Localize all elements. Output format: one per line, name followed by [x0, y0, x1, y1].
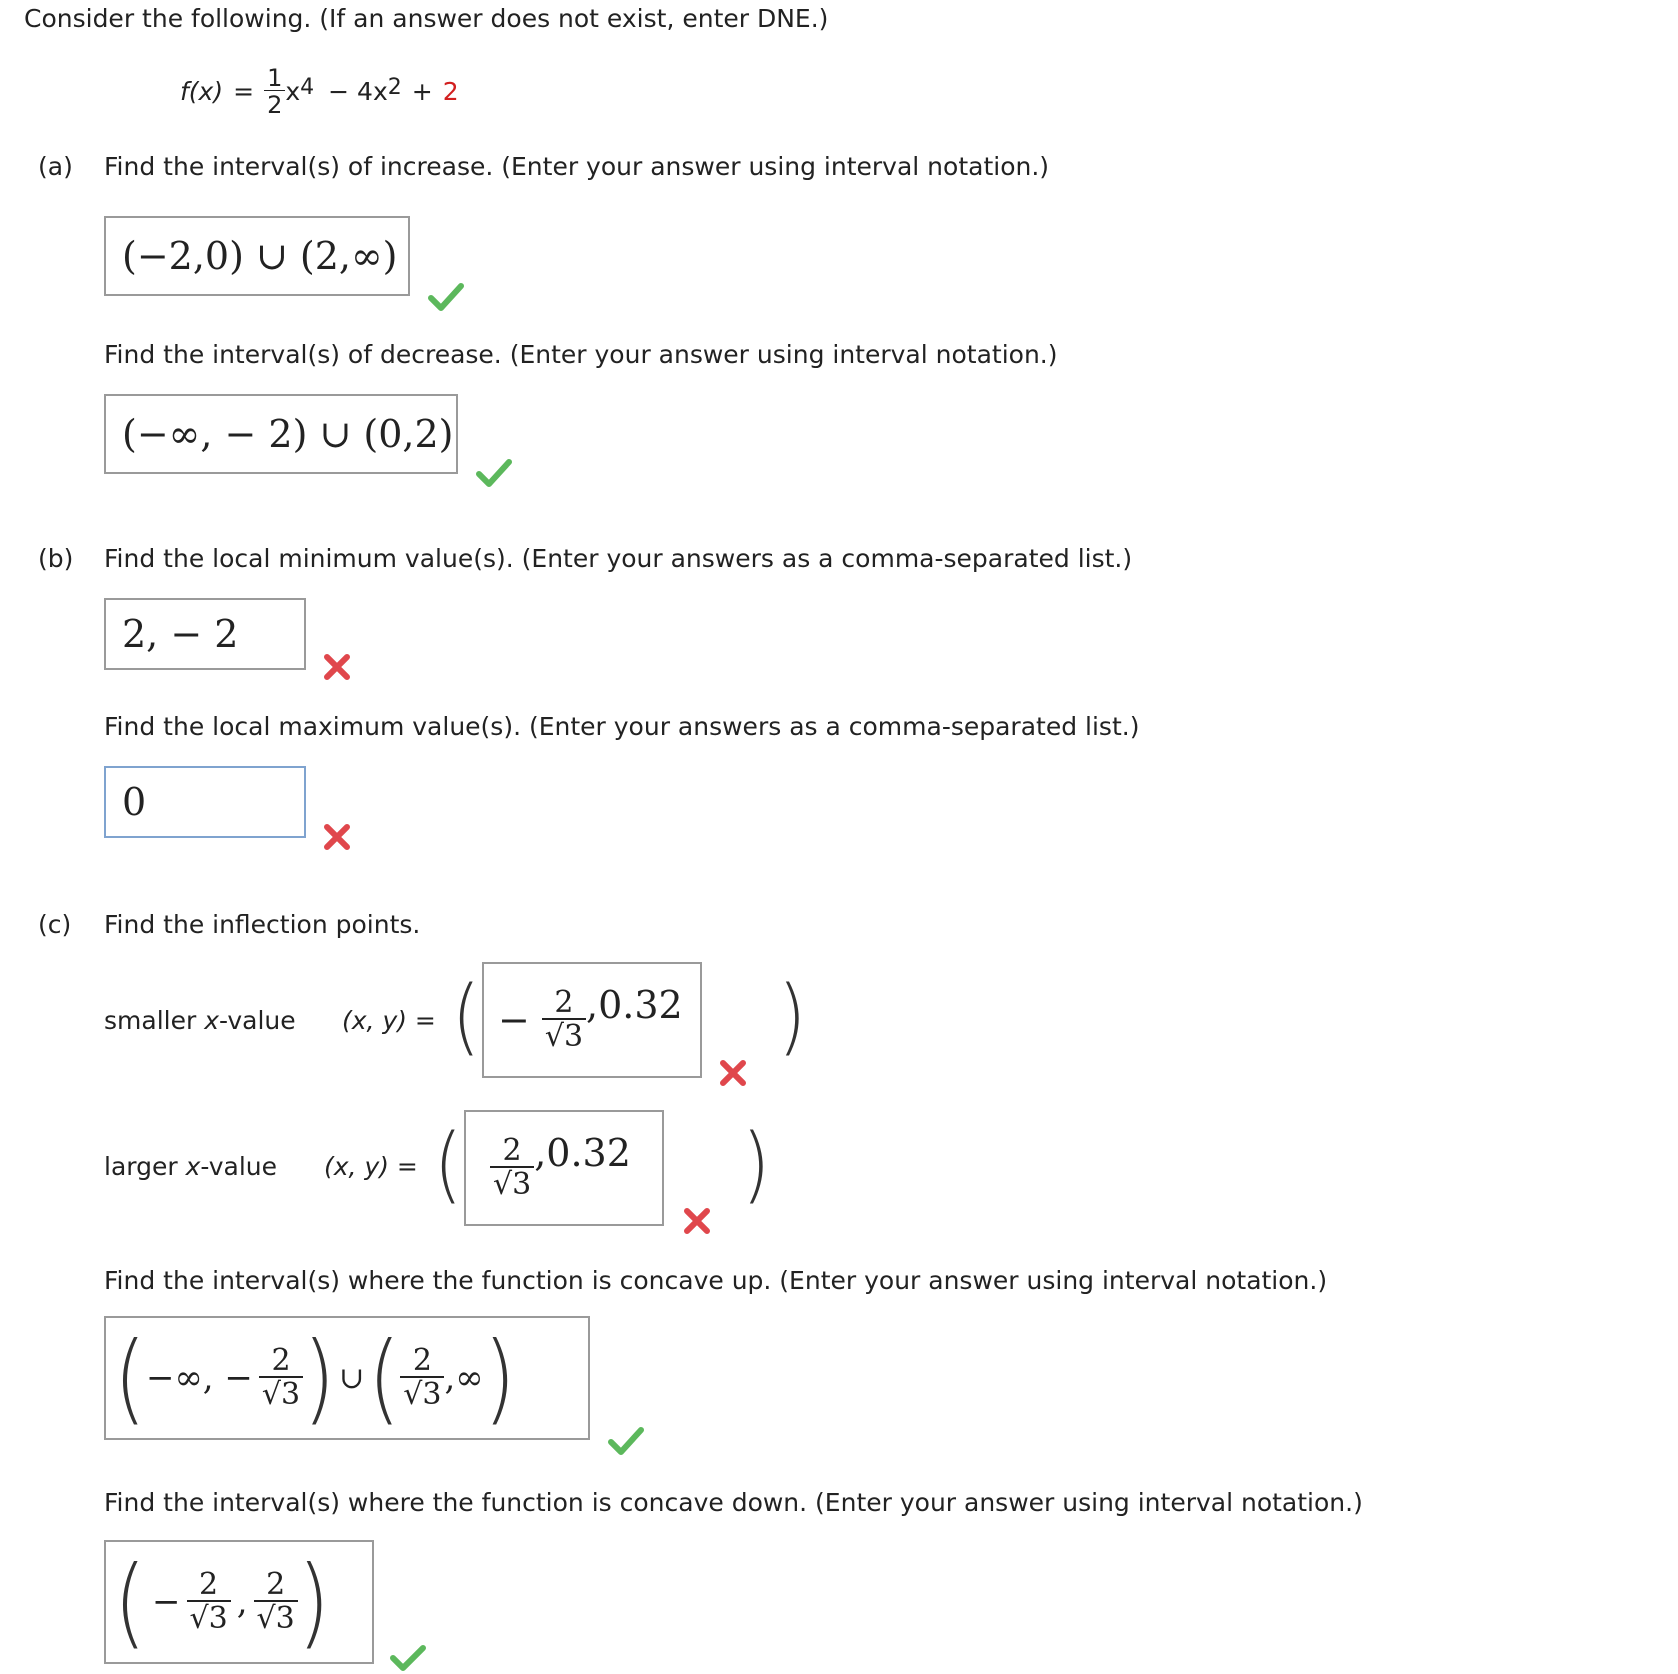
right-paren: ): [483, 1321, 516, 1435]
left-paren: (: [114, 1321, 146, 1435]
left-paren: (: [434, 1115, 463, 1213]
smaller-xy-label: (x, y) =: [342, 1006, 436, 1035]
correct-check-icon: [476, 458, 512, 488]
correct-check-icon: [608, 1426, 644, 1456]
fraction-denominator: √3: [542, 1018, 586, 1052]
incorrect-x-icon: [322, 822, 352, 852]
correct-check-icon: [428, 282, 464, 312]
x2-exponent: 2: [387, 75, 402, 100]
fraction-denominator: √3: [187, 1600, 231, 1634]
smaller-x-label: [104, 1006, 296, 1035]
fraction-denominator: √3: [490, 1166, 534, 1200]
fraction-numerator: 2: [266, 1567, 286, 1602]
answer-fraction: [400, 1343, 444, 1412]
incorrect-x-icon: [682, 1206, 712, 1236]
part-c-label: (c): [38, 910, 72, 939]
fraction-numerator: 2: [271, 1343, 291, 1378]
answer-part: −∞, −: [146, 1358, 253, 1398]
local-min-answer-input[interactable]: 2, − 2: [104, 598, 306, 670]
answer-fraction: [490, 1133, 534, 1202]
concave-up-prompt: Find the interval(s) where the function is concave up. (Enter your answer using interval notation.): [104, 1266, 1328, 1295]
fraction-numerator: 2: [412, 1343, 432, 1378]
answer-sign: −: [498, 998, 530, 1042]
answer-sign: −: [152, 1582, 181, 1622]
correct-check-icon: [390, 1644, 426, 1672]
answer-fraction: [259, 1343, 303, 1412]
local-max-answer-input[interactable]: 0: [104, 766, 306, 838]
x4-base: x: [285, 77, 301, 106]
smaller-label-pre: smaller: [104, 1006, 205, 1035]
concave-down-prompt: Find the interval(s) where the function is concave down. (Enter your answer using interval notation.): [104, 1488, 1363, 1517]
larger-inflection-input[interactable]: [464, 1110, 664, 1226]
answer-fraction: [187, 1567, 231, 1636]
increase-answer-input[interactable]: (−2,0) ∪ (2,∞): [104, 216, 410, 296]
inflection-prompt: Find the inflection points.: [104, 910, 421, 939]
larger-xy-label: (x, y) =: [324, 1152, 418, 1181]
larger-x-label: [104, 1152, 277, 1181]
answer-rest: ,0.32: [534, 1131, 631, 1175]
local-max-prompt: Find the local maximum value(s). (Enter your answers as a comma-separated list.): [104, 712, 1140, 741]
larger-label-pre: larger: [104, 1152, 186, 1181]
x4-exponent: 4: [300, 75, 315, 100]
answer-fraction: [254, 1567, 298, 1636]
smaller-label-var: x: [204, 1006, 219, 1035]
right-paren: ): [742, 1115, 771, 1213]
incorrect-x-icon: [718, 1058, 748, 1088]
smaller-label-post: -value: [219, 1006, 296, 1035]
function-lhs: f(x): [180, 77, 224, 106]
left-paren: (: [452, 967, 481, 1065]
incorrect-x-icon: [322, 652, 352, 682]
part-b-label: (b): [38, 544, 74, 573]
local-min-prompt: Find the local minimum value(s). (Enter your answers as a comma-separated list.): [104, 544, 1133, 573]
answer-rest: ,0.32: [586, 983, 683, 1027]
intro-text: Consider the following. (If an answer does not exist, enter DNE.): [24, 4, 829, 33]
fraction-denominator: √3: [254, 1600, 298, 1634]
x2-term: − 4x: [328, 77, 388, 106]
fraction-numerator: 2: [502, 1133, 522, 1168]
right-paren: ): [297, 1545, 330, 1659]
plus-sign: +: [411, 77, 433, 106]
function-constant: 2: [442, 77, 459, 106]
concave-down-answer-input[interactable]: [104, 1540, 374, 1664]
function-equals: =: [233, 77, 255, 106]
left-paren: (: [368, 1321, 401, 1435]
answer-fraction: [542, 985, 586, 1054]
answer-part: ,∞: [444, 1358, 484, 1398]
decrease-answer-input[interactable]: (−∞, − 2) ∪ (0,2): [104, 394, 458, 474]
part-a-label: (a): [38, 152, 73, 181]
larger-label-var: x: [185, 1152, 201, 1181]
fraction-denominator: √3: [400, 1376, 444, 1410]
larger-label-post: -value: [200, 1152, 278, 1181]
fraction-denominator: √3: [259, 1376, 303, 1410]
smaller-inflection-input[interactable]: [482, 962, 702, 1078]
fraction-numerator: 2: [554, 985, 574, 1020]
fraction-numerator: 2: [199, 1567, 219, 1602]
function-definition: [180, 66, 459, 117]
fraction-denominator: 2: [264, 90, 285, 117]
function-fraction: [264, 66, 285, 117]
decrease-prompt: Find the interval(s) of decrease. (Enter your answer using interval notation.): [104, 340, 1058, 369]
comma: ,: [236, 1582, 248, 1622]
increase-prompt: Find the interval(s) of increase. (Enter your answer using interval notation.): [104, 152, 1050, 181]
left-paren: (: [114, 1545, 146, 1659]
right-paren: ): [303, 1321, 336, 1435]
concave-up-answer-input[interactable]: [104, 1316, 590, 1440]
fraction-numerator: 1: [267, 64, 283, 92]
union-symbol: ∪: [339, 1360, 365, 1396]
right-paren: ): [778, 967, 807, 1065]
